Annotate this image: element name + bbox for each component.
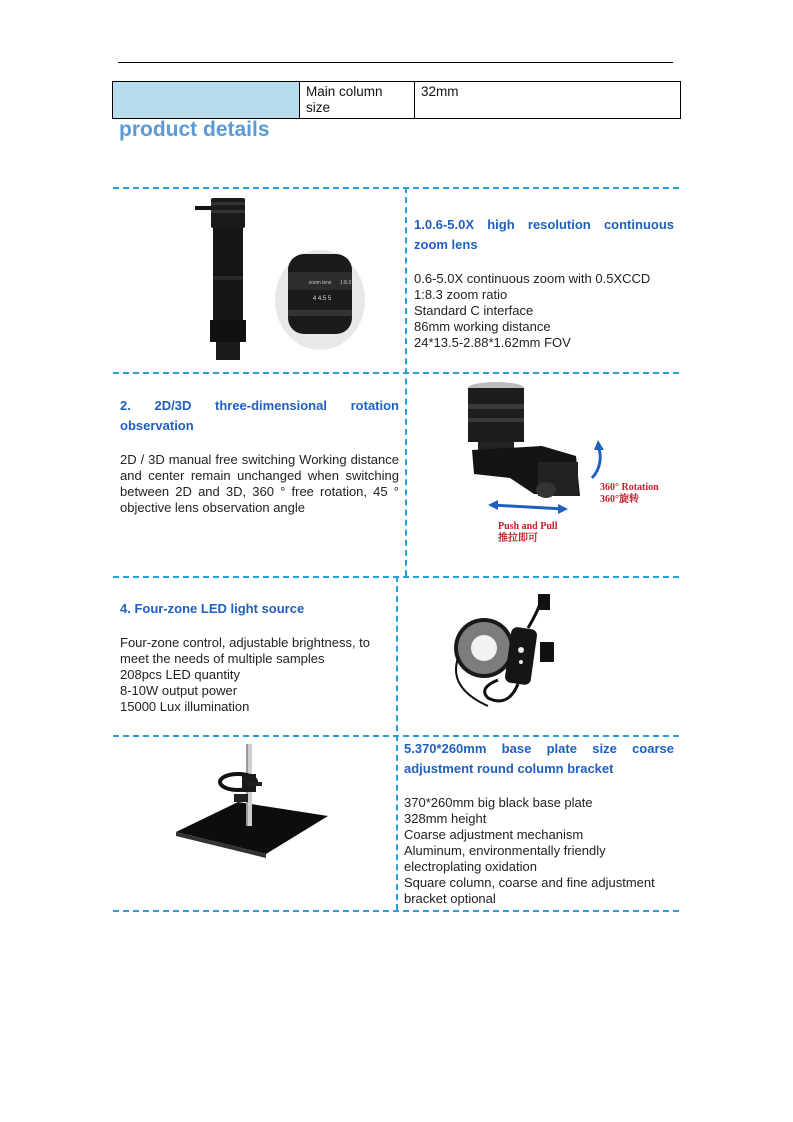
spec-table (112, 81, 681, 119)
table-cell-empty (113, 82, 300, 119)
divider (113, 187, 679, 189)
feature-text: 0.6-5.0X continuous zoom with 0.5XCCD 1:8.3 zoom ratio Standard C interface 86mm working distance 24*13.5-2.88*1.62mm FOV (414, 271, 651, 350)
feature-text: Four-zone control, adjustable brightness, to meet the needs of multiple samples 208pcs LED quantity 8-10W output power 15000 Lux illumination (120, 635, 371, 714)
section-title: product details (119, 118, 270, 141)
feature-block (120, 599, 390, 715)
feature-block (414, 215, 674, 351)
table-cell-label: Main column size (300, 82, 415, 119)
feature-heading: 1.0.6-5.0X high resolution continuous zoom lens (414, 217, 674, 252)
led-ring-light-image (448, 588, 568, 720)
feature-text: 370*260mm big black base plate 328mm height Coarse adjustment mechanism Aluminum, environmentally friendly electroplating oxidation Square column, coarse and fine adjustment bracket optional (404, 795, 655, 906)
push-pull-label-cn: 推拉即可 (498, 533, 538, 544)
zoom-lens-image (150, 192, 400, 370)
lens-ring-label: zoom lens (308, 280, 332, 286)
feature-heading: 4. Four-zone LED light source (120, 601, 305, 616)
feature-heading: 5.370*260mm base plate size coarse adjustment round column bracket (404, 741, 674, 776)
rotation-mount-image (414, 378, 672, 546)
feature-heading: 2. 2D/3D three-dimensional rotation observation (120, 398, 399, 433)
rotation-label: 360° Rotation (600, 482, 659, 493)
table-cell-value: 32mm (415, 82, 681, 119)
rotation-label-cn: 360°旋转 (600, 494, 639, 505)
divider (113, 910, 679, 912)
divider (113, 372, 679, 374)
feature-text: 2D / 3D manual free switching Working distance and center remain unchanged when switching between 2D and 3D, 360 ° free rotation, 45 ° objective lens observation angle (120, 452, 399, 515)
header-rule (118, 62, 673, 63)
feature-block (404, 739, 674, 907)
feature-block (120, 396, 399, 516)
table-row (113, 82, 681, 119)
divider (405, 187, 407, 576)
divider (396, 576, 398, 910)
push-pull-label: Push and Pull (498, 521, 558, 532)
lens-ring-scale: 4 4.5 5 (312, 296, 332, 302)
stand-bracket-image (170, 740, 330, 870)
lens-ring-ratio: 1:8.3 (340, 280, 352, 286)
